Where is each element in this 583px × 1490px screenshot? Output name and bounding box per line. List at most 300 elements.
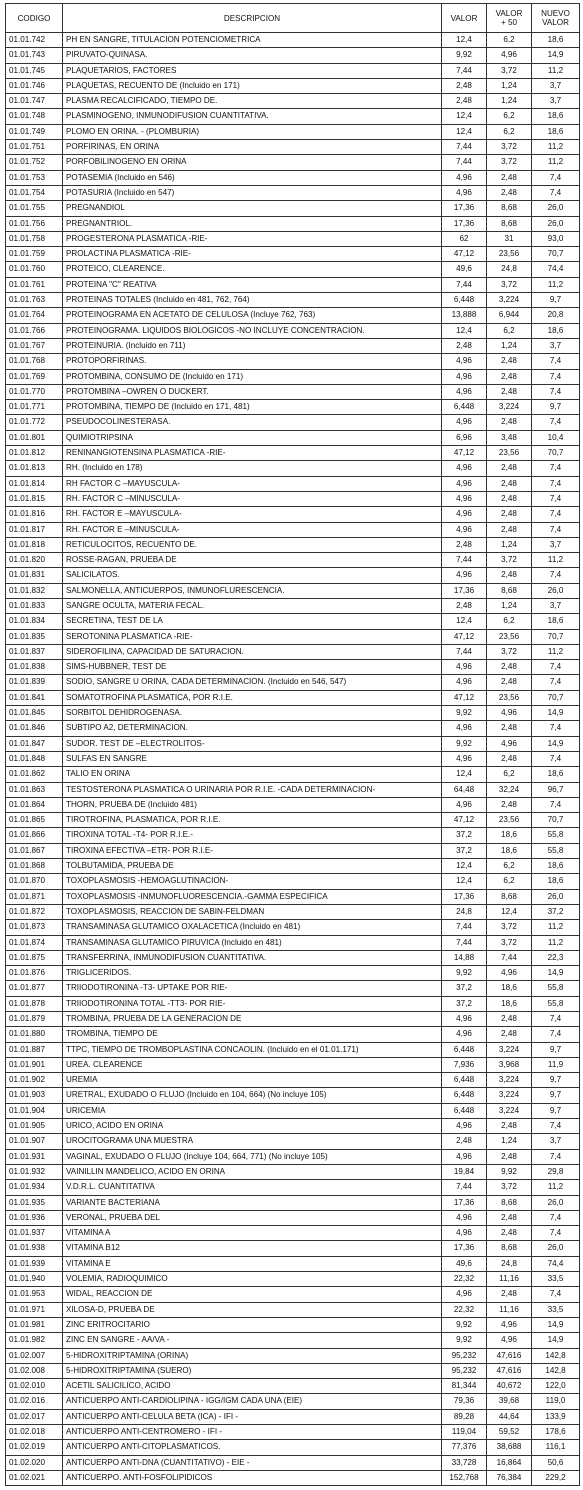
cell-nuevo-valor: 7,4 xyxy=(532,522,580,537)
cell-valor: 7,44 xyxy=(442,920,487,935)
cell-descripcion: ANTICUERPO ANTI-CENTROMERO - IFI - xyxy=(63,1425,442,1440)
table-row xyxy=(6,1287,580,1302)
cell-valor-50: 2,48 xyxy=(487,476,532,491)
table-row xyxy=(6,1210,580,1225)
cell-descripcion: PROTEINOGRAMA. LIQUIDOS BIOLOGICOS -NO INCLUYE CONCENTRACION. xyxy=(63,323,442,338)
cell-valor: 12,4 xyxy=(442,323,487,338)
table-row xyxy=(6,583,580,598)
table-row xyxy=(6,277,580,292)
cell-valor: 4,96 xyxy=(442,721,487,736)
cell-nuevo-valor: 7,4 xyxy=(532,797,580,812)
cell-valor: 9,92 xyxy=(442,736,487,751)
cell-codigo: 01.01.771 xyxy=(6,400,63,415)
cell-valor: 62 xyxy=(442,231,487,246)
cell-nuevo-valor: 7,4 xyxy=(532,1149,580,1164)
cell-codigo: 01.01.767 xyxy=(6,338,63,353)
cell-codigo: 01.01.901 xyxy=(6,1057,63,1072)
cell-codigo: 01.01.982 xyxy=(6,1333,63,1348)
cell-valor-50: 6,944 xyxy=(487,308,532,323)
cell-descripcion: SIMS-HUBBNER, TEST DE xyxy=(63,660,442,675)
cell-descripcion: ZINC EN SANGRE - AA/VA - xyxy=(63,1333,442,1348)
table-row xyxy=(6,109,580,124)
cell-valor: 6,96 xyxy=(442,430,487,445)
cell-descripcion: VITAMINA E xyxy=(63,1256,442,1271)
cell-descripcion: PORFOBILINOGENO EN ORINA xyxy=(63,155,442,170)
cell-descripcion: VITAMINA A xyxy=(63,1226,442,1241)
cell-nuevo-valor: 3,7 xyxy=(532,1134,580,1149)
table-row xyxy=(6,660,580,675)
cell-descripcion: SANGRE OCULTA, MATERIA FECAL. xyxy=(63,598,442,613)
table-row xyxy=(6,1394,580,1409)
cell-descripcion: TALIO EN ORINA xyxy=(63,767,442,782)
table-row xyxy=(6,384,580,399)
cell-valor-50: 18,6 xyxy=(487,843,532,858)
cell-codigo: 01.01.871 xyxy=(6,889,63,904)
cell-nuevo-valor: 70,7 xyxy=(532,446,580,461)
cell-descripcion: PREGNANDIOL xyxy=(63,201,442,216)
cell-valor: 4,96 xyxy=(442,1119,487,1134)
cell-codigo: 01.02.007 xyxy=(6,1348,63,1363)
cell-codigo: 01.01.862 xyxy=(6,767,63,782)
cell-valor: 152,768 xyxy=(442,1470,487,1485)
cell-valor-50: 18,6 xyxy=(487,996,532,1011)
cell-codigo: 01.01.868 xyxy=(6,859,63,874)
cell-valor-50: 11,16 xyxy=(487,1272,532,1287)
cell-valor: 95,232 xyxy=(442,1363,487,1378)
cell-nuevo-valor: 9,7 xyxy=(532,293,580,308)
table-row xyxy=(6,1302,580,1317)
cell-descripcion: PROTOMBINA, TIEMPO DE (Incluido en 171, 481) xyxy=(63,400,442,415)
cell-nuevo-valor: 18,6 xyxy=(532,874,580,889)
table-row xyxy=(6,1241,580,1256)
cell-codigo: 01.02.016 xyxy=(6,1394,63,1409)
cell-valor: 4,96 xyxy=(442,1210,487,1225)
cell-descripcion: TROMBINA, PRUEBA DE LA GENERACION DE xyxy=(63,1012,442,1027)
cell-nuevo-valor: 74,4 xyxy=(532,262,580,277)
cell-nuevo-valor: 142,8 xyxy=(532,1348,580,1363)
cell-nuevo-valor: 11,2 xyxy=(532,1180,580,1195)
table-row xyxy=(6,1149,580,1164)
table-row xyxy=(6,874,580,889)
cell-valor: 19,84 xyxy=(442,1164,487,1179)
cell-valor: 6,448 xyxy=(442,1042,487,1057)
cell-codigo: 01.01.866 xyxy=(6,828,63,843)
cell-descripcion: TOXOPLASMOSIS -INMUNOFLUORESCENCIA.-GAMMA ESPECIFICA xyxy=(63,889,442,904)
cell-nuevo-valor: 55,8 xyxy=(532,843,580,858)
cell-codigo: 01.01.748 xyxy=(6,109,63,124)
cell-valor-50: 3,72 xyxy=(487,277,532,292)
table-row xyxy=(6,33,580,48)
cell-nuevo-valor: 11,2 xyxy=(532,935,580,950)
price-table xyxy=(5,3,580,1486)
cell-codigo: 01.01.940 xyxy=(6,1272,63,1287)
cell-valor: 17,36 xyxy=(442,216,487,231)
cell-valor: 22,32 xyxy=(442,1272,487,1287)
cell-valor-50: 76,384 xyxy=(487,1470,532,1485)
cell-valor-50: 16,864 xyxy=(487,1455,532,1470)
cell-valor: 95,232 xyxy=(442,1348,487,1363)
cell-nuevo-valor: 11,2 xyxy=(532,277,580,292)
table-row xyxy=(6,644,580,659)
cell-nuevo-valor: 70,7 xyxy=(532,690,580,705)
cell-descripcion: TRANSAMINASA GLUTAMICO PIRUVICA (Incluido en 481) xyxy=(63,935,442,950)
cell-codigo: 01.01.759 xyxy=(6,247,63,262)
cell-nuevo-valor: 14,9 xyxy=(532,48,580,63)
cell-nuevo-valor: 18,6 xyxy=(532,614,580,629)
table-row xyxy=(6,369,580,384)
cell-codigo: 01.01.770 xyxy=(6,384,63,399)
cell-valor: 9,92 xyxy=(442,1317,487,1332)
cell-valor-50: 2,48 xyxy=(487,1287,532,1302)
header-nuevo-valor xyxy=(532,4,580,33)
cell-descripcion: ROSSE-RAGAN, PRUEBA DE xyxy=(63,553,442,568)
table-row xyxy=(6,185,580,200)
cell-codigo: 01.01.801 xyxy=(6,430,63,445)
cell-descripcion: PROTEINA "C" REATIVA xyxy=(63,277,442,292)
cell-valor: 37,2 xyxy=(442,843,487,858)
cell-valor: 6,448 xyxy=(442,1073,487,1088)
cell-valor: 24,8 xyxy=(442,904,487,919)
cell-valor-50: 4,96 xyxy=(487,1317,532,1332)
cell-valor: 17,36 xyxy=(442,583,487,598)
cell-nuevo-valor: 22,3 xyxy=(532,950,580,965)
cell-nuevo-valor: 11,2 xyxy=(532,553,580,568)
cell-descripcion: XILOSA-D, PRUEBA DE xyxy=(63,1302,442,1317)
cell-nuevo-valor: 33,5 xyxy=(532,1302,580,1317)
cell-nuevo-valor: 7,4 xyxy=(532,369,580,384)
cell-nuevo-valor: 26,0 xyxy=(532,889,580,904)
header-row xyxy=(6,4,580,33)
cell-valor-50: 2,48 xyxy=(487,751,532,766)
cell-valor-50: 2,48 xyxy=(487,721,532,736)
table-row xyxy=(6,78,580,93)
cell-codigo: 01.01.747 xyxy=(6,94,63,109)
cell-nuevo-valor: 18,6 xyxy=(532,109,580,124)
cell-valor-50: 6,2 xyxy=(487,859,532,874)
cell-codigo: 01.01.870 xyxy=(6,874,63,889)
cell-codigo: 01.01.754 xyxy=(6,185,63,200)
cell-codigo: 01.01.758 xyxy=(6,231,63,246)
cell-valor: 4,96 xyxy=(442,568,487,583)
cell-codigo: 01.01.872 xyxy=(6,904,63,919)
cell-codigo: 01.01.839 xyxy=(6,675,63,690)
cell-codigo: 01.01.818 xyxy=(6,537,63,552)
cell-valor: 7,936 xyxy=(442,1057,487,1072)
cell-valor-50: 6,2 xyxy=(487,323,532,338)
table-body xyxy=(6,33,580,1486)
table-row xyxy=(6,216,580,231)
header-valor-50-line1: VALOR xyxy=(495,9,523,18)
cell-valor-50: 47,616 xyxy=(487,1363,532,1378)
cell-descripcion: PROTOMBINA, CONSUMO DE (Incluido en 171) xyxy=(63,369,442,384)
cell-valor: 9,92 xyxy=(442,966,487,981)
table-row xyxy=(6,859,580,874)
cell-descripcion: SALICILATOS. xyxy=(63,568,442,583)
cell-valor-50: 6,2 xyxy=(487,33,532,48)
table-row xyxy=(6,1317,580,1332)
cell-descripcion: PIRUVATO-QUINASA. xyxy=(63,48,442,63)
table-row xyxy=(6,629,580,644)
cell-nuevo-valor: 3,7 xyxy=(532,94,580,109)
cell-nuevo-valor: 11,2 xyxy=(532,644,580,659)
cell-valor-50: 3,72 xyxy=(487,644,532,659)
cell-valor: 17,36 xyxy=(442,889,487,904)
table-row xyxy=(6,889,580,904)
cell-descripcion: URETRAL, EXUDADO O FLUJO (Incluido en 104, 664) (No incluye 105) xyxy=(63,1088,442,1103)
cell-codigo: 01.01.833 xyxy=(6,598,63,613)
cell-descripcion: TIROXINA EFECTIVA –ETR- POR R.I.E- xyxy=(63,843,442,858)
cell-codigo: 01.01.743 xyxy=(6,48,63,63)
cell-nuevo-valor: 96,7 xyxy=(532,782,580,797)
cell-descripcion: RENINANGIOTENSINA PLASMATICA -RIE- xyxy=(63,446,442,461)
cell-codigo: 01.01.874 xyxy=(6,935,63,950)
cell-valor-50: 8,68 xyxy=(487,1241,532,1256)
cell-valor: 33,728 xyxy=(442,1455,487,1470)
cell-descripcion: PLASMINOGENO, INMUNODIFUSION CUANTITATIVA. xyxy=(63,109,442,124)
cell-valor: 22,32 xyxy=(442,1302,487,1317)
cell-nuevo-valor: 7,4 xyxy=(532,660,580,675)
cell-codigo: 01.01.814 xyxy=(6,476,63,491)
cell-valor: 4,96 xyxy=(442,1012,487,1027)
cell-descripcion: PROTOMBINA –OWREN O DUCKERT. xyxy=(63,384,442,399)
cell-nuevo-valor: 11,2 xyxy=(532,155,580,170)
cell-nuevo-valor: 18,6 xyxy=(532,323,580,338)
table-row xyxy=(6,782,580,797)
table-row xyxy=(6,507,580,522)
cell-nuevo-valor: 26,0 xyxy=(532,216,580,231)
cell-codigo: 01.01.761 xyxy=(6,277,63,292)
cell-valor: 79,36 xyxy=(442,1394,487,1409)
table-row xyxy=(6,201,580,216)
table-row xyxy=(6,338,580,353)
cell-nuevo-valor: 26,0 xyxy=(532,1195,580,1210)
cell-descripcion: THORN, PRUEBA DE (Incluido 481) xyxy=(63,797,442,812)
cell-codigo: 01.01.841 xyxy=(6,690,63,705)
cell-valor: 119,04 xyxy=(442,1425,487,1440)
cell-valor-50: 2,48 xyxy=(487,170,532,185)
cell-valor: 49,6 xyxy=(442,262,487,277)
cell-codigo: 01.01.934 xyxy=(6,1180,63,1195)
table-row xyxy=(6,996,580,1011)
cell-nuevo-valor: 11,2 xyxy=(532,920,580,935)
cell-codigo: 01.01.837 xyxy=(6,644,63,659)
table-row xyxy=(6,415,580,430)
cell-valor: 9,92 xyxy=(442,48,487,63)
cell-nuevo-valor: 7,4 xyxy=(532,1210,580,1225)
cell-codigo: 01.01.816 xyxy=(6,507,63,522)
table-row xyxy=(6,981,580,996)
cell-valor: 4,96 xyxy=(442,522,487,537)
cell-descripcion: PROGESTERONA PLASMATICA -RIE- xyxy=(63,231,442,246)
cell-codigo: 01.01.903 xyxy=(6,1088,63,1103)
cell-codigo: 01.01.873 xyxy=(6,920,63,935)
table-row xyxy=(6,1088,580,1103)
cell-descripcion: ANTICUERPO ANTI-DNA (CUANTITATIVO) - EIE - xyxy=(63,1455,442,1470)
cell-valor: 47,12 xyxy=(442,629,487,644)
table-row xyxy=(6,48,580,63)
table-row xyxy=(6,1409,580,1424)
table-row xyxy=(6,797,580,812)
cell-valor-50: 3,48 xyxy=(487,430,532,445)
cell-valor: 12,4 xyxy=(442,859,487,874)
cell-valor-50: 23,56 xyxy=(487,629,532,644)
cell-nuevo-valor: 7,4 xyxy=(532,354,580,369)
cell-codigo: 01.01.937 xyxy=(6,1226,63,1241)
cell-codigo: 01.01.846 xyxy=(6,721,63,736)
table-row xyxy=(6,690,580,705)
table-row xyxy=(6,1057,580,1072)
cell-descripcion: VARIANTE BACTERIANA xyxy=(63,1195,442,1210)
cell-valor: 47,12 xyxy=(442,446,487,461)
cell-nuevo-valor: 14,9 xyxy=(532,1333,580,1348)
cell-valor-50: 44,64 xyxy=(487,1409,532,1424)
cell-descripcion: SOMATOTROFINA PLASMATICA, POR R.I.E. xyxy=(63,690,442,705)
cell-codigo: 01.01.865 xyxy=(6,813,63,828)
cell-valor-50: 4,96 xyxy=(487,706,532,721)
cell-valor: 4,96 xyxy=(442,1287,487,1302)
cell-valor: 4,96 xyxy=(442,170,487,185)
table-row xyxy=(6,1226,580,1241)
header-valor-50-line2: + 50 xyxy=(501,18,517,27)
cell-descripcion: VOLEMIA, RADIOQUIMICO xyxy=(63,1272,442,1287)
cell-codigo: 01.01.907 xyxy=(6,1134,63,1149)
cell-nuevo-valor: 37,2 xyxy=(532,904,580,919)
cell-valor-50: 1,24 xyxy=(487,78,532,93)
cell-descripcion: VAGINAL, EXUDADO O FLUJO (Incluye 104, 664, 771) (No incluye 105) xyxy=(63,1149,442,1164)
cell-descripcion: ANTICUERPO ANTI-CARDIOLIPINA - IGG/IGM CADA UNA (EIE) xyxy=(63,1394,442,1409)
cell-nuevo-valor: 26,0 xyxy=(532,583,580,598)
cell-descripcion: RH. FACTOR E –MAYUSCULA- xyxy=(63,507,442,522)
cell-valor-50: 3,224 xyxy=(487,1042,532,1057)
cell-valor-50: 23,56 xyxy=(487,813,532,828)
cell-descripcion: POTASURIA (Incluido en 547) xyxy=(63,185,442,200)
table-row xyxy=(6,950,580,965)
cell-valor-50: 4,96 xyxy=(487,966,532,981)
cell-valor-50: 2,48 xyxy=(487,797,532,812)
cell-descripcion: UREMIA xyxy=(63,1073,442,1088)
table-row xyxy=(6,1379,580,1394)
cell-codigo: 01.01.755 xyxy=(6,201,63,216)
cell-valor-50: 31 xyxy=(487,231,532,246)
cell-valor: 4,96 xyxy=(442,369,487,384)
cell-codigo: 01.01.838 xyxy=(6,660,63,675)
table-row xyxy=(6,1256,580,1271)
cell-nuevo-valor: 142,8 xyxy=(532,1363,580,1378)
cell-descripcion: RH. FACTOR C –MINUSCULA- xyxy=(63,491,442,506)
cell-codigo: 01.01.939 xyxy=(6,1256,63,1271)
cell-valor-50: 2,48 xyxy=(487,1210,532,1225)
cell-valor-50: 2,48 xyxy=(487,461,532,476)
cell-nuevo-valor: 229,2 xyxy=(532,1470,580,1485)
cell-nuevo-valor: 7,4 xyxy=(532,1119,580,1134)
cell-codigo: 01.01.820 xyxy=(6,553,63,568)
cell-nuevo-valor: 116,1 xyxy=(532,1440,580,1455)
cell-descripcion: PLOMO EN ORINA. - (PLOMBURIA) xyxy=(63,124,442,139)
cell-descripcion: PLAQUETARIOS, FACTORES xyxy=(63,63,442,78)
cell-descripcion: TRANSAMINASA GLUTAMICO OXALACETICA (Incluido en 481) xyxy=(63,920,442,935)
cell-valor: 81,344 xyxy=(442,1379,487,1394)
cell-valor: 6,448 xyxy=(442,1103,487,1118)
cell-valor-50: 4,96 xyxy=(487,1333,532,1348)
cell-valor-50: 6,2 xyxy=(487,614,532,629)
cell-descripcion: QUIMIOTRIPSINA xyxy=(63,430,442,445)
cell-valor-50: 2,48 xyxy=(487,675,532,690)
cell-nuevo-valor: 7,4 xyxy=(532,170,580,185)
cell-nuevo-valor: 11,9 xyxy=(532,1057,580,1072)
cell-valor-50: 7,44 xyxy=(487,950,532,965)
cell-nuevo-valor: 3,7 xyxy=(532,537,580,552)
cell-valor: 7,44 xyxy=(442,1180,487,1195)
cell-valor: 12,4 xyxy=(442,874,487,889)
cell-descripcion: VAINILLIN MANDELICO, ACIDO EN ORINA xyxy=(63,1164,442,1179)
cell-descripcion: SUDOR. TEST DE –ELECTROLITOS- xyxy=(63,736,442,751)
cell-nuevo-valor: 70,7 xyxy=(532,813,580,828)
table-row xyxy=(6,293,580,308)
cell-descripcion: RH. FACTOR E –MINUSCULA- xyxy=(63,522,442,537)
cell-codigo: 01.01.938 xyxy=(6,1241,63,1256)
cell-valor: 12,4 xyxy=(442,124,487,139)
cell-codigo: 01.01.752 xyxy=(6,155,63,170)
cell-codigo: 01.01.847 xyxy=(6,736,63,751)
cell-valor-50: 2,48 xyxy=(487,354,532,369)
cell-nuevo-valor: 93,0 xyxy=(532,231,580,246)
cell-valor-50: 2,48 xyxy=(487,1012,532,1027)
cell-nuevo-valor: 55,8 xyxy=(532,996,580,1011)
cell-valor: 7,44 xyxy=(442,63,487,78)
cell-valor-50: 2,48 xyxy=(487,1226,532,1241)
cell-valor-50: 2,48 xyxy=(487,185,532,200)
cell-valor: 6,448 xyxy=(442,400,487,415)
cell-descripcion: TRIIODOTIRONINA -T3- UPTAKE POR RIE- xyxy=(63,981,442,996)
table-row xyxy=(6,155,580,170)
cell-nuevo-valor: 74,4 xyxy=(532,1256,580,1271)
cell-valor: 4,96 xyxy=(442,415,487,430)
table-row xyxy=(6,537,580,552)
cell-nuevo-valor: 7,4 xyxy=(532,491,580,506)
cell-codigo: 01.01.742 xyxy=(6,33,63,48)
cell-valor: 47,12 xyxy=(442,247,487,262)
cell-codigo: 01.01.876 xyxy=(6,966,63,981)
cell-valor-50: 38,688 xyxy=(487,1440,532,1455)
cell-valor-50: 6,2 xyxy=(487,874,532,889)
cell-codigo: 01.01.834 xyxy=(6,614,63,629)
cell-valor-50: 8,68 xyxy=(487,889,532,904)
cell-valor: 12,4 xyxy=(442,109,487,124)
table-row xyxy=(6,598,580,613)
table-row xyxy=(6,614,580,629)
table-row xyxy=(6,1103,580,1118)
table-row xyxy=(6,1363,580,1378)
table-row xyxy=(6,1348,580,1363)
cell-codigo: 01.01.772 xyxy=(6,415,63,430)
cell-descripcion: TESTOSTERONA PLASMATICA O URINARIA POR R.I.E. -CADA DETERMINACION- xyxy=(63,782,442,797)
cell-descripcion: TOXOPLASMOSIS -HEMOAGLUTINACION- xyxy=(63,874,442,889)
header-valor: VALOR xyxy=(442,4,487,33)
cell-valor-50: 9,92 xyxy=(487,1164,532,1179)
cell-valor-50: 2,48 xyxy=(487,384,532,399)
cell-nuevo-valor: 133,9 xyxy=(532,1409,580,1424)
table-row xyxy=(6,522,580,537)
cell-valor: 9,92 xyxy=(442,1333,487,1348)
cell-nuevo-valor: 7,4 xyxy=(532,1027,580,1042)
cell-descripcion: ACETIL SALICILICO, ACIDO xyxy=(63,1379,442,1394)
cell-valor-50: 2,48 xyxy=(487,1119,532,1134)
table-row xyxy=(6,1073,580,1088)
cell-valor: 4,96 xyxy=(442,797,487,812)
cell-codigo: 01.01.817 xyxy=(6,522,63,537)
cell-valor-50: 3,968 xyxy=(487,1057,532,1072)
table-row xyxy=(6,476,580,491)
